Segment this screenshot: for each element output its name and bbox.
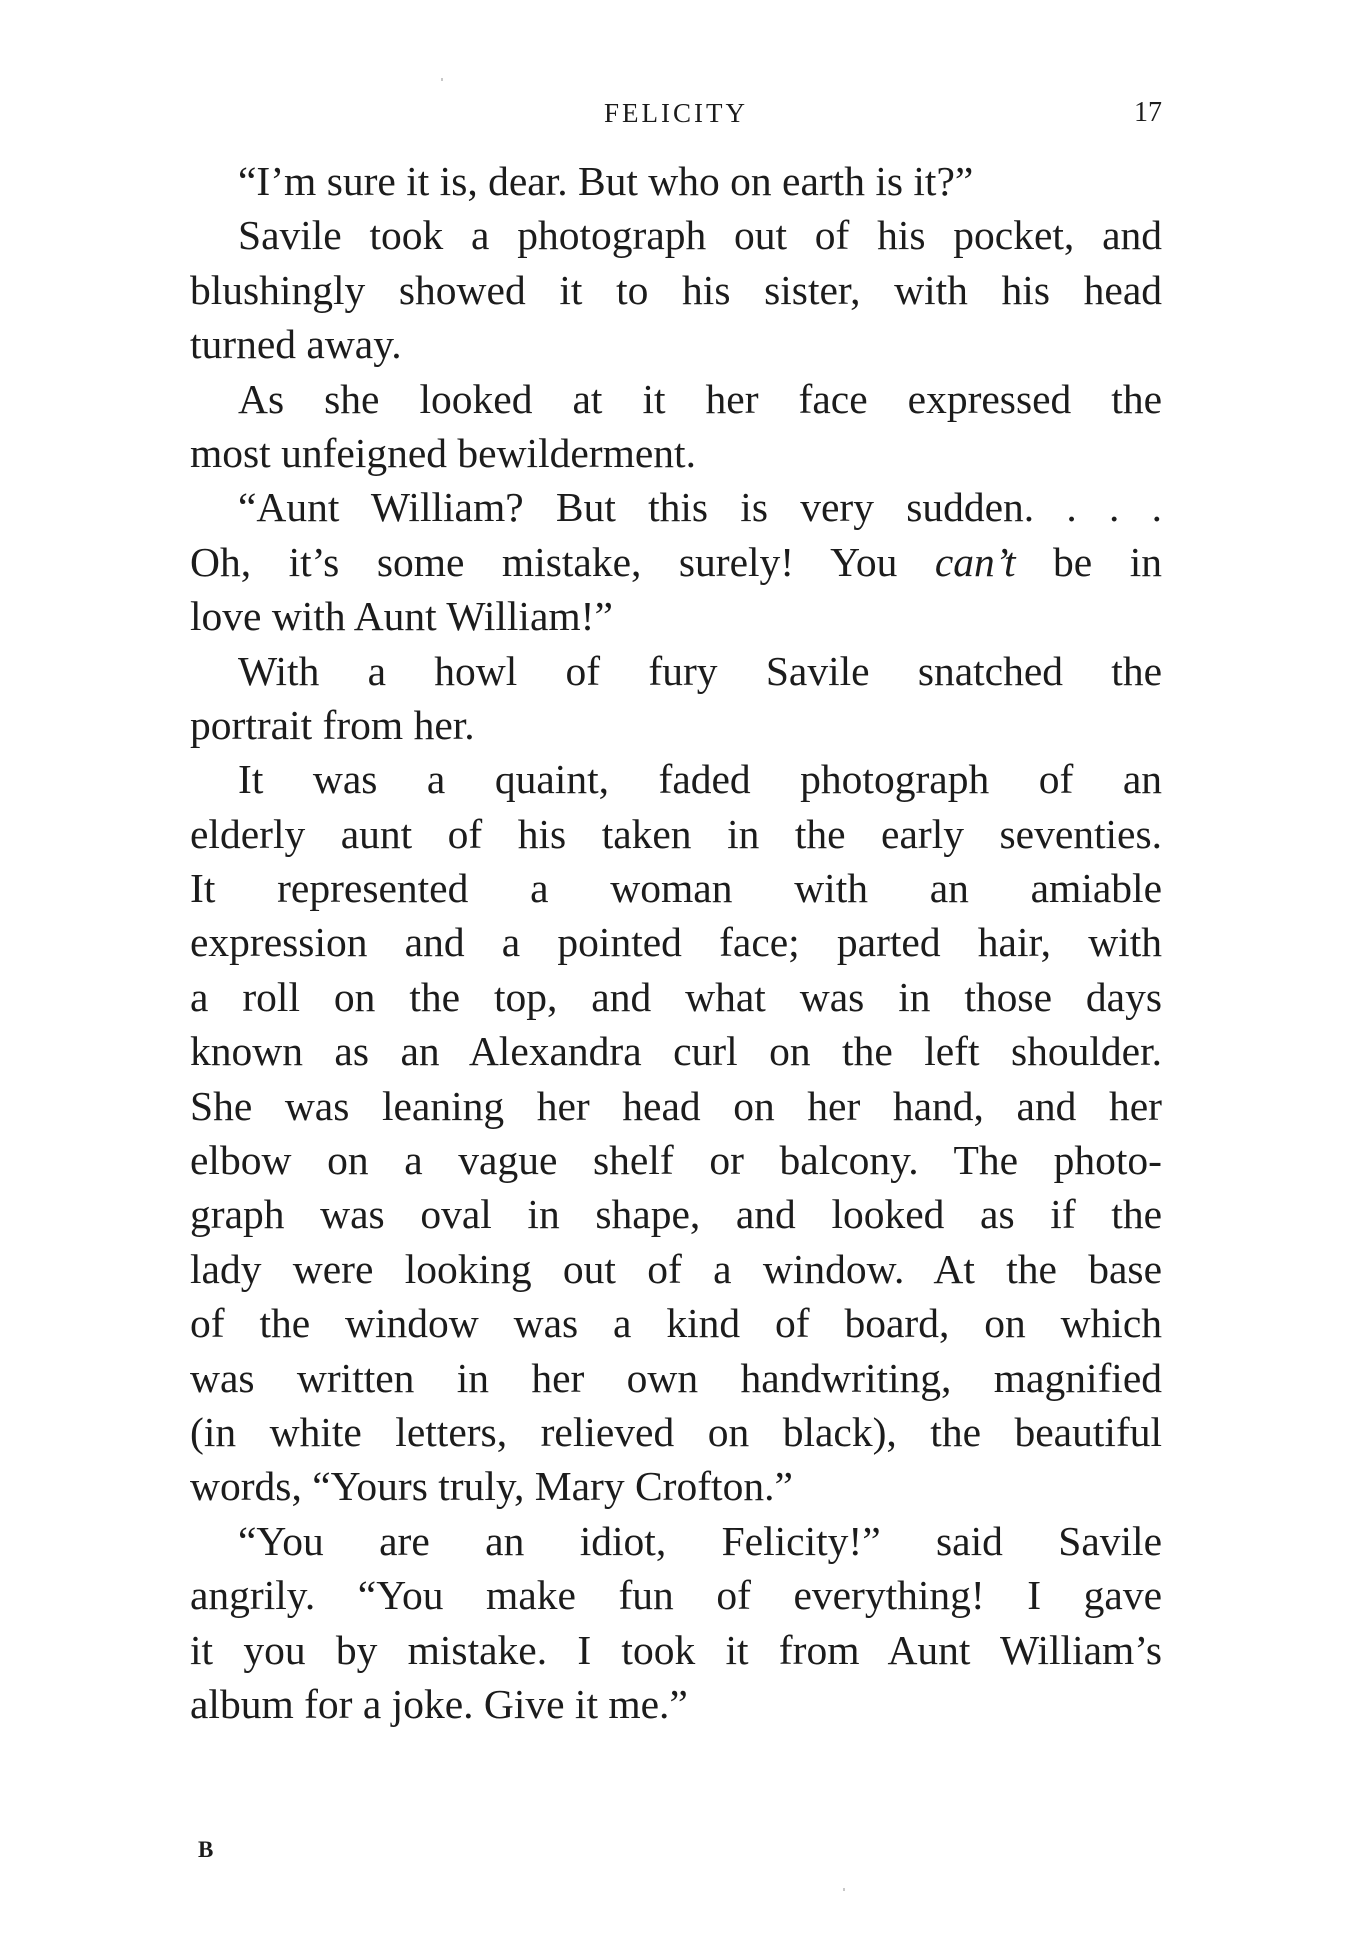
signature-mark: B: [198, 1837, 215, 1862]
text-line: blushingly showed it to his sister, with his head: [190, 266, 1162, 313]
text-line: As she looked at it her face expressed the: [238, 375, 1162, 422]
text-segment: be in: [1015, 538, 1162, 585]
text-line: was written in her own handwriting, magnified: [190, 1354, 1162, 1401]
text-line: a roll on the top, and what was in those days: [190, 973, 1162, 1020]
text-line: She was leaning her head on her hand, and her: [190, 1082, 1162, 1129]
paper-speck: [843, 1888, 845, 1891]
text-line: (in white letters, relieved on black), the beautiful: [190, 1408, 1162, 1455]
body-text: [190, 154, 1162, 1731]
text-line: elderly aunt of his taken in the early seventies.: [190, 810, 1162, 857]
page-number: 17: [1134, 97, 1162, 128]
text-line: It represented a woman with an amiable: [190, 865, 1162, 912]
text-line: turned away.: [190, 321, 402, 368]
text-line: it you by mistake. I took it from Aunt William’s: [190, 1626, 1162, 1673]
text-segment: Oh, it’s some mistake, surely! You: [190, 538, 935, 585]
text-line: expression and a pointed face; parted hair, with: [190, 919, 1162, 966]
text-line: “I’m sure it is, dear. But who on earth is it?”: [238, 158, 974, 204]
text-line: most unfeigned bewilderment.: [190, 429, 696, 476]
emphasized-word: can’t: [934, 538, 1016, 585]
text-line: [190, 535, 1162, 589]
running-title: FELICITY: [604, 98, 748, 128]
text-line: “Aunt William? But this is very sudden. . . .: [238, 484, 1162, 531]
text-line: lady were looking out of a window. At the base: [190, 1245, 1162, 1292]
text-line: of the window was a kind of board, on which: [190, 1300, 1162, 1347]
text-line: love with Aunt William!”: [190, 593, 613, 640]
text-line: known as an Alexandra curl on the left shoulder.: [190, 1028, 1162, 1075]
text-line: It was a quaint, faded photograph of an: [238, 756, 1162, 803]
running-head: [190, 93, 1162, 133]
text-line: graph was oval in shape, and looked as if the: [190, 1191, 1162, 1238]
text-line: Savile took a photograph out of his pocket, and: [238, 212, 1162, 259]
text-line: portrait from her.: [190, 701, 475, 748]
text-line: angrily. “You make fun of everything! I gave: [190, 1572, 1162, 1619]
paper-speck: [441, 78, 443, 81]
text-line: elbow on a vague shelf or balcony. The photo-: [190, 1137, 1162, 1184]
text-line: With a howl of fury Savile snatched the: [238, 647, 1162, 694]
text-line: album for a joke. Give it me.”: [190, 1680, 688, 1727]
text-line: words, “Yours truly, Mary Crofton.”: [190, 1463, 793, 1510]
text-line: “You are an idiot, Felicity!” said Savile: [238, 1517, 1162, 1564]
